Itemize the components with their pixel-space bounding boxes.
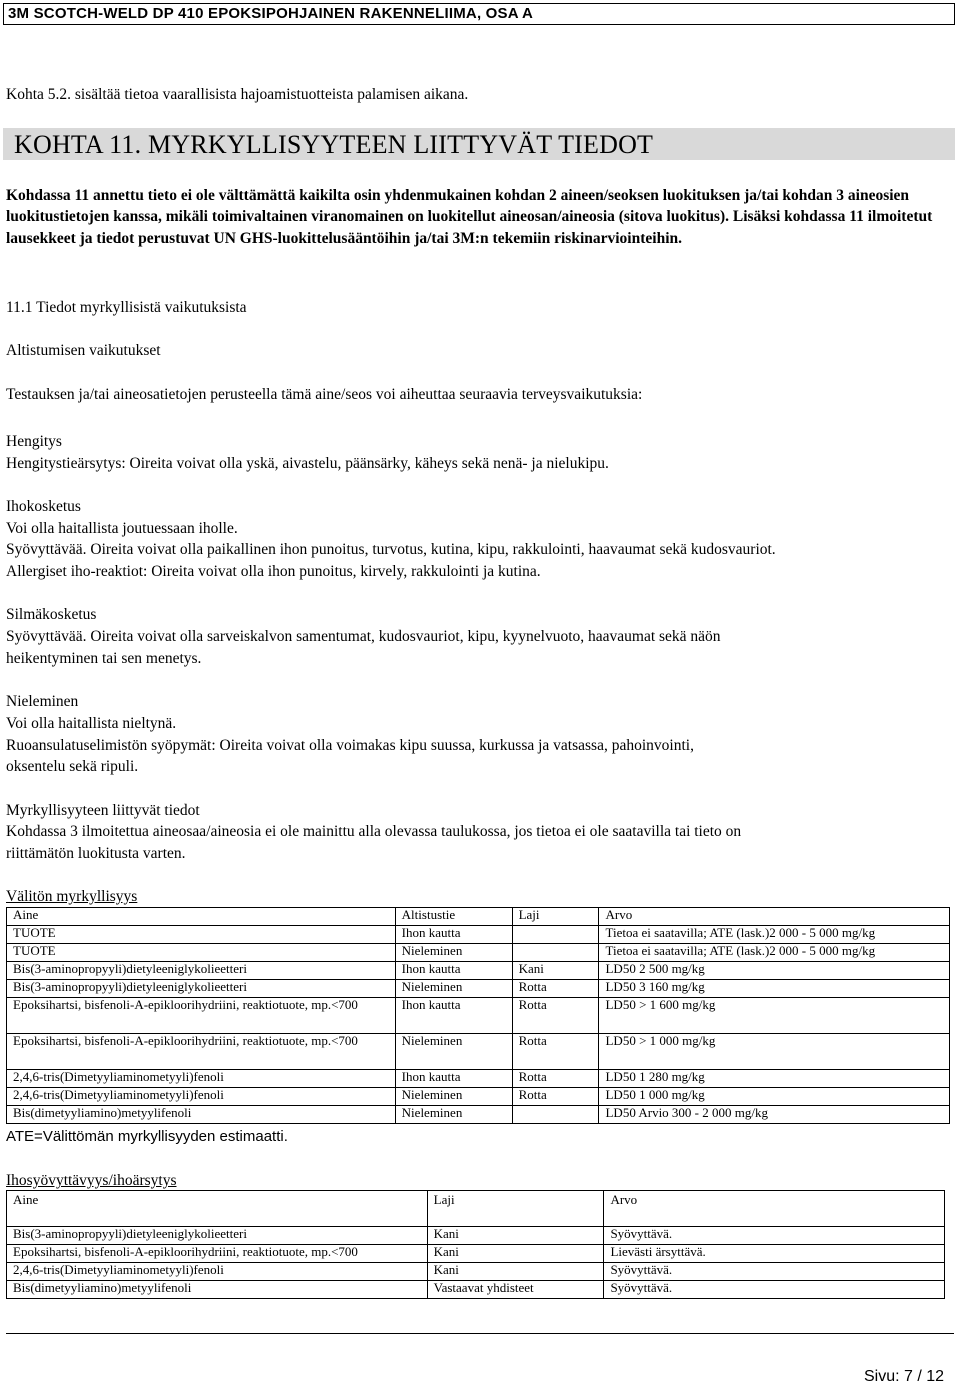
table-cell: Bis(dimetyyliamino)metyylifenoli xyxy=(7,1106,396,1124)
table-cell: Kani xyxy=(427,1263,604,1281)
skin-title: Ihokosketus xyxy=(6,498,81,515)
table-cell: Epoksihartsi, bisfenoli-A-epikloorihydriini, reaktiotuote, mp.<700 xyxy=(7,1245,428,1263)
table-row xyxy=(7,1034,950,1070)
tox-title: Myrkyllisyyteen liittyvät tiedot xyxy=(6,802,200,819)
section-intro: Kohdassa 11 annettu tieto ei ole välttämättä kaikilta osin yhdenmukainen kohdan 2 aineen/seoksen luokituksen ja/tai kohdan 3 aineosien luokitustietojen kanssa, mikäli toimivaltainen viranomainen on luokitellut aineosan/aineosia (sitova luokitus). Lisäksi kohdassa 11 ilmoitetut lausekkeet ja tiedot perustuvat UN GHS-luokittelusääntöihin ja/tai 3M:n tekemiin riskinarviointeihin. xyxy=(6,187,933,247)
subsection-title: 11.1 Tiedot myrkyllisistä vaikutuksista xyxy=(6,299,247,316)
acute-toxicity-table xyxy=(6,907,950,1124)
table-cell xyxy=(512,1106,599,1124)
table-cell: Rotta xyxy=(512,1070,599,1088)
table-row xyxy=(7,998,950,1034)
footer-divider xyxy=(6,1333,954,1334)
table-cell: Tietoa ei saatavilla; ATE (lask.)2 000 - 5 000 mg/kg xyxy=(599,926,950,944)
acute-title: Välitön myrkyllisyys xyxy=(6,888,138,905)
table-cell: LD50 1 000 mg/kg xyxy=(599,1088,950,1106)
table-cell: Nieleminen xyxy=(395,1106,512,1124)
header-cell: Arvo xyxy=(604,1191,945,1227)
table-cell xyxy=(512,944,599,962)
inhalation-title: Hengitys xyxy=(6,433,62,450)
table-cell: LD50 > 1 600 mg/kg xyxy=(599,998,950,1034)
table-cell: Rotta xyxy=(512,1034,599,1070)
table-cell xyxy=(512,926,599,944)
table-cell: Epoksihartsi, bisfenoli-A-epikloorihydriini, reaktiotuote, mp.<700 xyxy=(7,998,396,1034)
exposure-text: Testauksen ja/tai aineosatietojen perusteella tämä aine/seos voi aiheuttaa seuraavia terveysvaikutuksia: xyxy=(6,386,643,403)
table-cell: Kani xyxy=(427,1245,604,1263)
ingestion-text-3: oksentelu sekä ripuli. xyxy=(6,758,139,775)
header-cell: Arvo xyxy=(599,908,950,926)
eye-title: Silmäkosketus xyxy=(6,606,97,623)
table-cell: Ihon kautta xyxy=(395,962,512,980)
table-cell: Nieleminen xyxy=(395,944,512,962)
page-number: Sivu: 7 / 12 xyxy=(864,1368,945,1385)
ingestion-title: Nieleminen xyxy=(6,693,79,710)
table-cell: Ihon kautta xyxy=(395,998,512,1034)
table-header-row xyxy=(7,908,950,926)
header-cell: Altistustie xyxy=(395,908,512,926)
table-cell: LD50 > 1 000 mg/kg xyxy=(599,1034,950,1070)
table-cell: Syövyttävä. xyxy=(604,1281,945,1299)
table-cell: Tietoa ei saatavilla; ATE (lask.)2 000 - 5 000 mg/kg xyxy=(599,944,950,962)
table-cell: TUOTE xyxy=(7,926,396,944)
table-cell: 2,4,6-tris(Dimetyyliaminometyyli)fenoli xyxy=(7,1070,396,1088)
table-row xyxy=(7,1263,945,1281)
ate-footnote: ATE=Välittömän myrkyllisyyden estimaatti. xyxy=(6,1128,288,1145)
table-cell: Bis(3-aminopropyyli)dietyleeniglykolieetteri xyxy=(7,1227,428,1245)
table-row xyxy=(7,1106,950,1124)
table-cell: LD50 1 280 mg/kg xyxy=(599,1070,950,1088)
skin-text-3: Allergiset iho-reaktiot: Oireita voivat olla ihon punoitus, kirvely, rakkulointi ja kutina. xyxy=(6,563,541,580)
exposure-title: Altistumisen vaikutukset xyxy=(6,342,161,359)
table-cell: Lievästi ärsyttävä. xyxy=(604,1245,945,1263)
table-cell: Bis(3-aminopropyyli)dietyleeniglykolieetteri xyxy=(7,962,396,980)
header-cell: Laji xyxy=(427,1191,604,1227)
skin-table-title: Ihosyövyttävyys/ihoärsytys xyxy=(6,1172,177,1189)
skin-corrosion-table xyxy=(6,1190,945,1299)
table-cell: Bis(3-aminopropyyli)dietyleeniglykolieetteri xyxy=(7,980,396,998)
tox-text-2: riittämätön luokitusta varten. xyxy=(6,845,186,862)
document-title: 3M SCOTCH-WELD DP 410 EPOKSIPOHJAINEN RAKENNELIIMA, OSA A xyxy=(8,5,534,22)
table-cell: Rotta xyxy=(512,980,599,998)
inhalation-text: Hengitystieärsytys: Oireita voivat olla yskä, aivastelu, päänsärky, käheys sekä nenä- ja nielukipu. xyxy=(6,455,609,472)
table-cell: Nieleminen xyxy=(395,1034,512,1070)
table-cell: TUOTE xyxy=(7,944,396,962)
eye-text-1: Syövyttävää. Oireita voivat olla sarveiskalvon samentumat, kudosvauriot, kipu, kyynelvuoto, haavaumat sekä näön xyxy=(6,628,721,645)
table-row xyxy=(7,926,950,944)
header-cell: Laji xyxy=(512,908,599,926)
table-cell: Bis(dimetyyliamino)metyylifenoli xyxy=(7,1281,428,1299)
section-title: KOHTA 11. MYRKYLLISYYTEEN LIITTYVÄT TIEDOT xyxy=(14,130,654,159)
ingestion-text-2: Ruoansulatuselimistön syöpymät: Oireita voivat olla voimakas kipu suussa, kurkussa ja vatsassa, pahoinvointi, xyxy=(6,737,694,754)
table-cell: Rotta xyxy=(512,1088,599,1106)
table-header-row xyxy=(7,1191,945,1227)
table-cell: Ihon kautta xyxy=(395,1070,512,1088)
table-row xyxy=(7,980,950,998)
table-row xyxy=(7,944,950,962)
skin-text-2: Syövyttävää. Oireita voivat olla paikallinen ihon punoitus, turvotus, kutina, kipu, rakkulointi, haavaumat sekä kudosvauriot. xyxy=(6,541,776,558)
tox-text-1: Kohdassa 3 ilmoitettua aineosaa/aineosia ei ole mainittu alla olevassa taulukossa, jos tietoa ei ole saatavilla tai tieto on xyxy=(6,823,742,840)
table-row xyxy=(7,1227,945,1245)
table-cell: Syövyttävä. xyxy=(604,1263,945,1281)
table-cell: LD50 3 160 mg/kg xyxy=(599,980,950,998)
table-row xyxy=(7,1281,945,1299)
table-cell: Syövyttävä. xyxy=(604,1227,945,1245)
table-cell: Kani xyxy=(512,962,599,980)
table-cell: LD50 2 500 mg/kg xyxy=(599,962,950,980)
table-cell: Epoksihartsi, bisfenoli-A-epikloorihydriini, reaktiotuote, mp.<700 xyxy=(7,1034,396,1070)
note-text: Kohta 5.2. sisältää tietoa vaarallisista hajoamistuotteista palamisen aikana. xyxy=(6,86,469,103)
table-cell: Vastaavat yhdisteet xyxy=(427,1281,604,1299)
skin-text-1: Voi olla haitallista joutuessaan iholle. xyxy=(6,520,238,537)
table-row xyxy=(7,1088,950,1106)
table-row xyxy=(7,1070,950,1088)
table-cell: Ihon kautta xyxy=(395,926,512,944)
table-row xyxy=(7,962,950,980)
header-cell: Aine xyxy=(7,908,396,926)
eye-text-2: heikentyminen tai sen menetys. xyxy=(6,650,202,667)
table-cell: Nieleminen xyxy=(395,1088,512,1106)
ingestion-text-1: Voi olla haitallista nieltynä. xyxy=(6,715,177,732)
table-cell: Rotta xyxy=(512,998,599,1034)
table-row xyxy=(7,1245,945,1263)
table-cell: Kani xyxy=(427,1227,604,1245)
header-cell: Aine xyxy=(7,1191,428,1227)
table-cell: Nieleminen xyxy=(395,980,512,998)
table-cell: 2,4,6-tris(Dimetyyliaminometyyli)fenoli xyxy=(7,1263,428,1281)
table-cell: 2,4,6-tris(Dimetyyliaminometyyli)fenoli xyxy=(7,1088,396,1106)
table-cell: LD50 Arvio 300 - 2 000 mg/kg xyxy=(599,1106,950,1124)
